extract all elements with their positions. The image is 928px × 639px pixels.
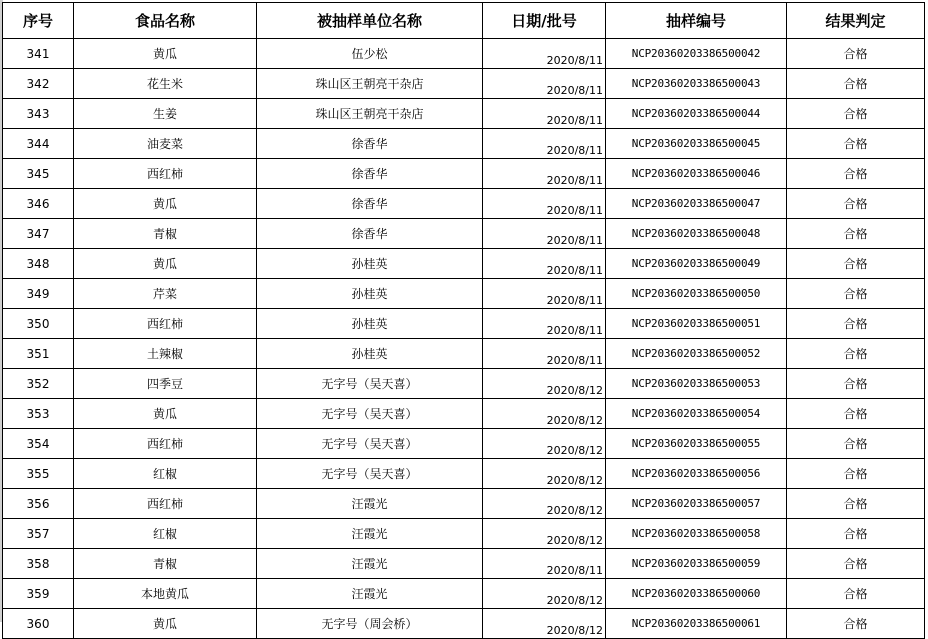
- cell-food-name[interactable]: 黄瓜: [74, 189, 257, 219]
- cell-sampled-unit[interactable]: 徐香华: [257, 219, 483, 249]
- cell-sampled-unit[interactable]: 汪霞光: [257, 489, 483, 519]
- cell-food-name[interactable]: 黄瓜: [74, 39, 257, 69]
- cell-sampled-unit[interactable]: 孙桂英: [257, 309, 483, 339]
- header-cell-sample-code[interactable]: 抽样编号: [606, 3, 787, 39]
- cell-date-batch[interactable]: 2020/8/11: [483, 39, 606, 69]
- cell-date-batch[interactable]: 2020/8/11: [483, 189, 606, 219]
- cell-food-name[interactable]: 红椒: [74, 459, 257, 489]
- cell-sample-code[interactable]: NCP20360203386500050: [606, 279, 787, 309]
- cell-number[interactable]: 343: [3, 99, 74, 129]
- cell-food-name[interactable]: 青椒: [74, 219, 257, 249]
- cell-result[interactable]: 合格: [787, 429, 925, 459]
- cell-number[interactable]: 360: [3, 609, 74, 639]
- cell-food-name[interactable]: 黄瓜: [74, 609, 257, 639]
- cell-sampled-unit[interactable]: 无字号（吴天喜）: [257, 459, 483, 489]
- cell-result[interactable]: 合格: [787, 399, 925, 429]
- table-row: [3, 399, 925, 429]
- header-cell-number[interactable]: 序号: [3, 3, 74, 39]
- header-cell-date-batch[interactable]: 日期/批号: [483, 3, 606, 39]
- cell-number[interactable]: 355: [3, 459, 74, 489]
- cell-date-batch[interactable]: 2020/8/12: [483, 609, 606, 639]
- cell-sampled-unit[interactable]: 珠山区王朝亮干杂店: [257, 69, 483, 99]
- cell-result[interactable]: 合格: [787, 99, 925, 129]
- cell-sample-code[interactable]: NCP20360203386500049: [606, 249, 787, 279]
- cell-date-batch[interactable]: 2020/8/12: [483, 399, 606, 429]
- cell-number[interactable]: 356: [3, 489, 74, 519]
- cell-result[interactable]: 合格: [787, 459, 925, 489]
- cell-sample-code[interactable]: NCP20360203386500060: [606, 579, 787, 609]
- cell-number[interactable]: 359: [3, 579, 74, 609]
- cell-food-name[interactable]: 黄瓜: [74, 399, 257, 429]
- cell-result[interactable]: 合格: [787, 39, 925, 69]
- cell-food-name[interactable]: 黄瓜: [74, 249, 257, 279]
- cell-date-batch[interactable]: 2020/8/12: [483, 579, 606, 609]
- cell-sample-code[interactable]: NCP20360203386500043: [606, 69, 787, 99]
- cell-result[interactable]: 合格: [787, 489, 925, 519]
- header-cell-result[interactable]: 结果判定: [787, 3, 925, 39]
- cell-date-batch[interactable]: 2020/8/12: [483, 489, 606, 519]
- table-row: [3, 429, 925, 459]
- cell-date-batch[interactable]: 2020/8/11: [483, 339, 606, 369]
- cell-sample-code[interactable]: NCP20360203386500058: [606, 519, 787, 549]
- cell-number[interactable]: 354: [3, 429, 74, 459]
- cell-sample-code[interactable]: NCP20360203386500055: [606, 429, 787, 459]
- cell-result[interactable]: 合格: [787, 249, 925, 279]
- cell-food-name[interactable]: 西红柿: [74, 489, 257, 519]
- cell-number[interactable]: 353: [3, 399, 74, 429]
- cell-sampled-unit[interactable]: 无字号（吴天喜）: [257, 369, 483, 399]
- header-cell-sampled-unit[interactable]: 被抽样单位名称: [257, 3, 483, 39]
- cell-sample-code[interactable]: NCP20360203386500042: [606, 39, 787, 69]
- table-row: [3, 339, 925, 369]
- cell-date-batch[interactable]: 2020/8/11: [483, 159, 606, 189]
- cell-sample-code[interactable]: NCP20360203386500047: [606, 189, 787, 219]
- cell-sampled-unit[interactable]: 孙桂英: [257, 279, 483, 309]
- table-row: [3, 459, 925, 489]
- cell-result[interactable]: 合格: [787, 189, 925, 219]
- cell-number[interactable]: 347: [3, 219, 74, 249]
- cell-sampled-unit[interactable]: 孙桂英: [257, 249, 483, 279]
- cell-sample-code[interactable]: NCP20360203386500053: [606, 369, 787, 399]
- table-row: [3, 519, 925, 549]
- cell-result[interactable]: 合格: [787, 369, 925, 399]
- cell-sampled-unit[interactable]: 徐香华: [257, 189, 483, 219]
- cell-number[interactable]: 348: [3, 249, 74, 279]
- cell-number[interactable]: 345: [3, 159, 74, 189]
- table-row: [3, 309, 925, 339]
- cell-number[interactable]: 358: [3, 549, 74, 579]
- cell-date-batch[interactable]: 2020/8/11: [483, 69, 606, 99]
- cell-result[interactable]: 合格: [787, 309, 925, 339]
- cell-sampled-unit[interactable]: 无字号（吴天喜）: [257, 429, 483, 459]
- table-row: [3, 99, 925, 129]
- cell-result[interactable]: 合格: [787, 579, 925, 609]
- cell-sample-code[interactable]: NCP20360203386500048: [606, 219, 787, 249]
- cell-result[interactable]: 合格: [787, 279, 925, 309]
- table-row: [3, 609, 925, 639]
- table-row: [3, 489, 925, 519]
- table-row: [3, 39, 925, 69]
- sampling-results-table: [2, 2, 925, 639]
- cell-sampled-unit[interactable]: 汪霞光: [257, 549, 483, 579]
- cell-food-name[interactable]: 青椒: [74, 549, 257, 579]
- cell-sample-code[interactable]: NCP20360203386500054: [606, 399, 787, 429]
- table-row: [3, 189, 925, 219]
- cell-result[interactable]: 合格: [787, 159, 925, 189]
- cell-food-name[interactable]: 西红柿: [74, 159, 257, 189]
- table-row: [3, 369, 925, 399]
- cell-sampled-unit[interactable]: 徐香华: [257, 159, 483, 189]
- cell-sample-code[interactable]: NCP20360203386500056: [606, 459, 787, 489]
- table-row: [3, 129, 925, 159]
- table-row: [3, 279, 925, 309]
- cell-date-batch[interactable]: 2020/8/12: [483, 369, 606, 399]
- cell-sampled-unit[interactable]: 无字号（吴天喜）: [257, 399, 483, 429]
- cell-food-name[interactable]: 花生米: [74, 69, 257, 99]
- cell-sample-code[interactable]: NCP20360203386500059: [606, 549, 787, 579]
- cell-result[interactable]: 合格: [787, 609, 925, 639]
- cell-sample-code[interactable]: NCP20360203386500051: [606, 309, 787, 339]
- table-row: [3, 579, 925, 609]
- cell-number[interactable]: 341: [3, 39, 74, 69]
- cell-number[interactable]: 342: [3, 69, 74, 99]
- cell-food-name[interactable]: 红椒: [74, 519, 257, 549]
- cell-sample-code[interactable]: NCP20360203386500044: [606, 99, 787, 129]
- cell-food-name[interactable]: 本地黄瓜: [74, 579, 257, 609]
- cell-number[interactable]: 349: [3, 279, 74, 309]
- table-row: [3, 69, 925, 99]
- cell-result[interactable]: 合格: [787, 519, 925, 549]
- cell-food-name[interactable]: 土辣椒: [74, 339, 257, 369]
- cell-result[interactable]: 合格: [787, 129, 925, 159]
- cell-sampled-unit[interactable]: 徐香华: [257, 129, 483, 159]
- table-row: [3, 549, 925, 579]
- cell-sampled-unit[interactable]: 珠山区王朝亮干杂店: [257, 99, 483, 129]
- cell-date-batch[interactable]: 2020/8/11: [483, 129, 606, 159]
- cell-result[interactable]: 合格: [787, 339, 925, 369]
- cell-result[interactable]: 合格: [787, 549, 925, 579]
- cell-date-batch[interactable]: 2020/8/11: [483, 279, 606, 309]
- table-row: [3, 249, 925, 279]
- cell-number[interactable]: 344: [3, 129, 74, 159]
- cell-result[interactable]: 合格: [787, 69, 925, 99]
- cell-food-name[interactable]: 油麦菜: [74, 129, 257, 159]
- cell-result[interactable]: 合格: [787, 219, 925, 249]
- cell-sample-code[interactable]: NCP20360203386500057: [606, 489, 787, 519]
- cell-date-batch[interactable]: 2020/8/11: [483, 219, 606, 249]
- table-row: [3, 219, 925, 249]
- cell-sample-code[interactable]: NCP20360203386500061: [606, 609, 787, 639]
- cell-food-name[interactable]: 西红柿: [74, 309, 257, 339]
- cell-date-batch[interactable]: 2020/8/11: [483, 549, 606, 579]
- cell-sampled-unit[interactable]: 汪霞光: [257, 519, 483, 549]
- cell-food-name[interactable]: 芹菜: [74, 279, 257, 309]
- cell-sample-code[interactable]: NCP20360203386500046: [606, 159, 787, 189]
- cell-number[interactable]: 352: [3, 369, 74, 399]
- cell-date-batch[interactable]: 2020/8/11: [483, 309, 606, 339]
- header-cell-food-name[interactable]: 食品名称: [74, 3, 257, 39]
- header-row: [3, 3, 925, 39]
- cell-date-batch[interactable]: 2020/8/12: [483, 429, 606, 459]
- cell-sampled-unit[interactable]: 孙桂英: [257, 339, 483, 369]
- cell-number[interactable]: 350: [3, 309, 74, 339]
- cell-number[interactable]: 351: [3, 339, 74, 369]
- cell-food-name[interactable]: 四季豆: [74, 369, 257, 399]
- cell-sampled-unit[interactable]: 伍少松: [257, 39, 483, 69]
- cell-number[interactable]: 357: [3, 519, 74, 549]
- cell-sample-code[interactable]: NCP20360203386500045: [606, 129, 787, 159]
- table-body: [3, 39, 925, 639]
- cell-number[interactable]: 346: [3, 189, 74, 219]
- cell-date-batch[interactable]: 2020/8/12: [483, 519, 606, 549]
- cell-sampled-unit[interactable]: 无字号（周会桥）: [257, 609, 483, 639]
- cell-sample-code[interactable]: NCP20360203386500052: [606, 339, 787, 369]
- cell-date-batch[interactable]: 2020/8/12: [483, 459, 606, 489]
- cell-food-name[interactable]: 生姜: [74, 99, 257, 129]
- table-row: [3, 159, 925, 189]
- cell-food-name[interactable]: 西红柿: [74, 429, 257, 459]
- cell-date-batch[interactable]: 2020/8/11: [483, 99, 606, 129]
- cell-date-batch[interactable]: 2020/8/11: [483, 249, 606, 279]
- cell-sampled-unit[interactable]: 汪霞光: [257, 579, 483, 609]
